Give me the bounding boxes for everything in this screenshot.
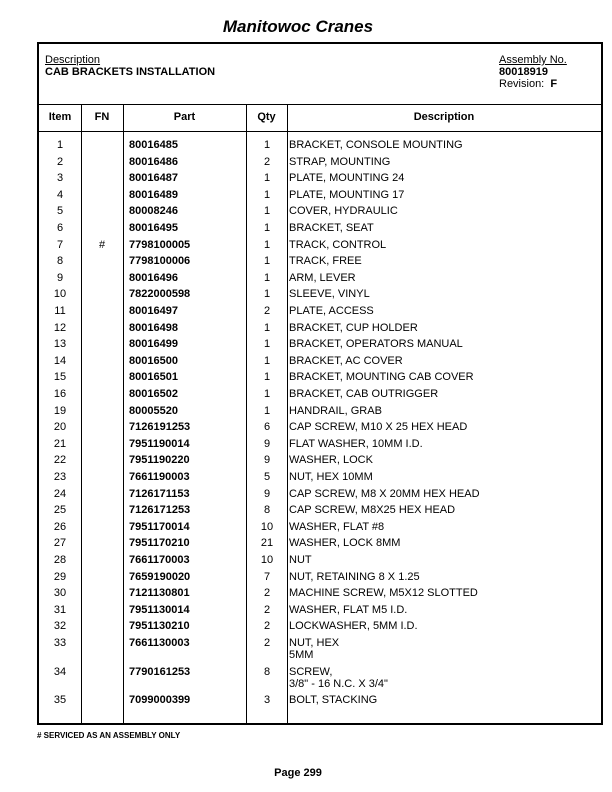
description-line: BRACKET, CUP HOLDER (289, 321, 418, 334)
part-number: 80008246 (129, 205, 178, 218)
column-divider (287, 104, 288, 723)
description-line: CAP SCREW, M8X25 HEX HEAD (289, 504, 456, 517)
part-description (289, 666, 388, 690)
quantity: 9 (263, 437, 271, 450)
part-description (289, 355, 403, 367)
item-number: 31 (53, 603, 67, 616)
part-description (289, 338, 463, 350)
item-number: 10 (53, 288, 67, 301)
part-description (289, 694, 377, 706)
quantity: 1 (263, 139, 271, 151)
part-description (289, 587, 478, 599)
part-number: 7790161253 (129, 665, 191, 678)
item-number: 21 (53, 437, 67, 450)
part-description (289, 255, 362, 267)
part-number: 7121130801 (129, 587, 190, 600)
description-line: COVER, HYDRAULIC (289, 205, 398, 218)
part-description (289, 239, 386, 251)
part-description (289, 571, 420, 583)
quantity: 1 (263, 205, 271, 218)
item-number: 1 (56, 139, 64, 151)
item-number: 2 (56, 155, 64, 168)
part-number: 7798100005 (129, 238, 191, 251)
part-number: 80016486 (129, 155, 178, 168)
quantity: 1 (263, 188, 271, 201)
fn-mark: # (98, 238, 106, 251)
part-number: 7798100006 (129, 255, 191, 268)
quantity: 1 (263, 338, 271, 351)
part-number: 7659190020 (129, 570, 191, 583)
description-line: MACHINE SCREW, M5X12 SLOTTED (289, 587, 478, 600)
column-divider (123, 104, 124, 723)
quantity: 1 (263, 238, 271, 251)
part-description (289, 454, 373, 466)
column-header-part: Part (173, 111, 196, 123)
part-description (289, 421, 467, 433)
item-number: 13 (53, 338, 67, 351)
revision-line (499, 78, 567, 90)
quantity: 1 (263, 288, 271, 301)
column-header-fn: FN (94, 111, 110, 123)
part-number: 7951130014 (129, 603, 190, 616)
quantity: 8 (263, 504, 271, 517)
part-description (289, 222, 374, 234)
part-number: 7951190014 (129, 437, 190, 450)
description-line: ARM, LEVER (289, 271, 356, 284)
description-value: CAB BRACKETS INSTALLATION (45, 66, 216, 78)
part-number: 7126171253 (129, 504, 191, 517)
part-number: 7951130210 (129, 620, 190, 633)
item-number: 5 (56, 205, 64, 218)
description-line: CAP SCREW, M8 X 20MM HEX HEAD (289, 487, 480, 500)
item-number: 20 (53, 421, 67, 434)
item-number: 23 (53, 471, 67, 483)
quantity: 2 (263, 305, 271, 317)
description-line: SLEEVE, VINYL (289, 288, 370, 301)
description-line: FLAT WASHER, 10MM I.D. (289, 437, 423, 450)
description-line: WASHER, LOCK (289, 454, 373, 467)
description-line: 5MM (289, 649, 314, 661)
quantity: 2 (263, 637, 271, 649)
part-number: 7099000399 (129, 694, 191, 707)
part-number: 80016489 (129, 188, 178, 201)
column-header-qty: Qty (257, 111, 276, 123)
description-line: BRACKET, MOUNTING CAB COVER (289, 371, 474, 384)
item-number: 22 (53, 454, 67, 467)
part-description (289, 471, 373, 483)
part-number: 7951190220 (129, 454, 190, 467)
part-description (289, 405, 382, 417)
part-description (289, 139, 463, 151)
quantity: 10 (260, 520, 274, 533)
footnote: # SERVICED AS AN ASSEMBLY ONLY (37, 731, 181, 740)
quantity: 5 (263, 471, 271, 483)
item-number: 16 (53, 388, 67, 400)
part-description (289, 438, 423, 450)
part-description (289, 322, 418, 334)
item-number: 26 (53, 520, 67, 533)
item-number: 33 (53, 637, 67, 649)
item-number: 28 (53, 554, 67, 566)
description-line: NUT, HEX 10MM (289, 471, 373, 483)
description-line: 3/8" - 16 N.C. X 3/4" (289, 677, 388, 690)
description-line: BRACKET, CAB OUTRIGGER (289, 388, 439, 400)
item-number: 25 (53, 504, 67, 517)
quantity: 6 (263, 421, 271, 434)
description-line: WASHER, FLAT #8 (289, 520, 385, 533)
part-number: 80016498 (129, 321, 178, 334)
part-number: 80016501 (129, 371, 178, 384)
assembly-header (499, 54, 567, 90)
quantity: 1 (263, 255, 271, 268)
description-line: BRACKET, SEAT (289, 222, 374, 234)
item-number: 35 (53, 694, 67, 707)
part-number: 80016487 (129, 172, 178, 185)
item-number: 9 (56, 271, 64, 284)
part-number: 80016499 (129, 338, 178, 351)
item-number: 15 (53, 371, 67, 384)
part-description (289, 189, 404, 201)
quantity: 3 (263, 694, 271, 707)
part-number: 80016502 (129, 388, 178, 400)
part-description (289, 620, 418, 632)
item-number: 24 (53, 487, 67, 500)
part-number: 80005520 (129, 404, 178, 417)
description-line: PLATE, MOUNTING 17 (289, 188, 405, 201)
part-description (289, 637, 339, 661)
item-number: 12 (53, 321, 67, 334)
quantity: 1 (263, 404, 271, 417)
quantity: 1 (263, 271, 271, 284)
item-number: 32 (53, 620, 67, 633)
part-number: 7661190003 (129, 471, 190, 483)
part-description (289, 388, 438, 400)
assembly-label: Assembly No. (499, 54, 567, 66)
revision-label: Revision: (499, 78, 545, 90)
description-line: HANDRAIL, GRAB (289, 404, 382, 417)
quantity: 1 (263, 354, 271, 367)
description-line: LOCKWASHER, 5MM I.D. (289, 620, 418, 633)
column-header-item: Item (48, 111, 72, 123)
description-line: TRACK, FREE (289, 255, 362, 268)
quantity: 7 (263, 570, 271, 583)
description-header (45, 54, 215, 78)
part-description (289, 488, 480, 500)
quantity: 10 (260, 554, 274, 566)
item-number: 3 (56, 172, 64, 185)
assembly-value: 80018919 (499, 66, 548, 78)
description-line: NUT, HEX (289, 637, 340, 649)
item-number: 4 (56, 188, 64, 201)
item-number: 6 (56, 222, 64, 234)
part-description (289, 172, 404, 184)
part-description (289, 554, 312, 566)
part-number: 80016497 (129, 305, 178, 317)
description-line: WASHER, FLAT M5 I.D. (289, 603, 408, 616)
quantity: 9 (263, 487, 271, 500)
description-line: SCREW, (289, 665, 333, 678)
item-number: 30 (53, 587, 67, 600)
part-number: 7126191253 (129, 421, 191, 434)
part-number: 7661170003 (129, 554, 190, 566)
part-description (289, 305, 374, 317)
quantity: 1 (263, 172, 271, 185)
quantity: 8 (263, 665, 271, 678)
part-description (289, 371, 474, 383)
part-number: 80016485 (129, 139, 178, 151)
description-line: WASHER, LOCK 8MM (289, 537, 401, 550)
item-number: 29 (53, 570, 67, 583)
item-number: 34 (53, 665, 67, 678)
document-title: Manitowoc Cranes (222, 17, 374, 36)
description-line: NUT (289, 554, 312, 566)
item-number: 27 (53, 537, 67, 550)
part-number: 7951170210 (129, 537, 190, 550)
description-line: BOLT, STACKING (289, 694, 378, 707)
quantity: 2 (263, 603, 271, 616)
description-line: BRACKET, AC COVER (289, 354, 403, 367)
quantity: 21 (260, 537, 274, 550)
quantity: 9 (263, 454, 271, 467)
item-number: 11 (54, 305, 66, 317)
part-number: 7822000598 (129, 288, 191, 301)
quantity: 2 (263, 620, 271, 633)
part-description (289, 604, 407, 616)
description-label: Description (45, 54, 101, 66)
parts-list-frame (37, 42, 603, 725)
quantity: 1 (263, 388, 271, 400)
item-number: 8 (56, 255, 64, 268)
part-description (289, 504, 455, 516)
part-description (289, 272, 356, 284)
description-line: PLATE, MOUNTING 24 (289, 172, 405, 185)
item-number: 14 (53, 354, 67, 367)
page-number: Page 299 (274, 767, 322, 779)
part-number: 7661130003 (129, 637, 190, 649)
part-number: 80016495 (129, 222, 178, 234)
revision-value: F (550, 78, 558, 90)
part-description (289, 521, 384, 533)
part-number: 80016500 (129, 354, 178, 367)
description-line: PLATE, ACCESS (289, 305, 374, 317)
part-number: 7126171153 (129, 487, 190, 500)
description-line: BRACKET, OPERATORS MANUAL (289, 338, 463, 351)
item-number: 7 (56, 238, 64, 251)
description-line: NUT, RETAINING 8 X 1.25 (289, 570, 420, 583)
quantity: 1 (263, 222, 271, 234)
item-number: 19 (53, 404, 67, 417)
part-description (289, 205, 398, 217)
quantity: 1 (263, 371, 271, 384)
column-divider (81, 104, 82, 723)
description-line: STRAP, MOUNTING (289, 155, 391, 168)
description-line: TRACK, CONTROL (289, 238, 387, 251)
part-number: 7951170014 (129, 520, 190, 533)
part-description (289, 537, 400, 549)
quantity: 1 (263, 321, 271, 334)
description-line: BRACKET, CONSOLE MOUNTING (289, 139, 463, 151)
part-description (289, 156, 390, 168)
description-line: CAP SCREW, M10 X 25 HEX HEAD (289, 421, 468, 434)
quantity: 2 (263, 587, 271, 600)
column-header-description: Description (413, 111, 475, 123)
part-description (289, 288, 370, 300)
part-number: 80016496 (129, 271, 178, 284)
quantity: 2 (263, 155, 271, 168)
